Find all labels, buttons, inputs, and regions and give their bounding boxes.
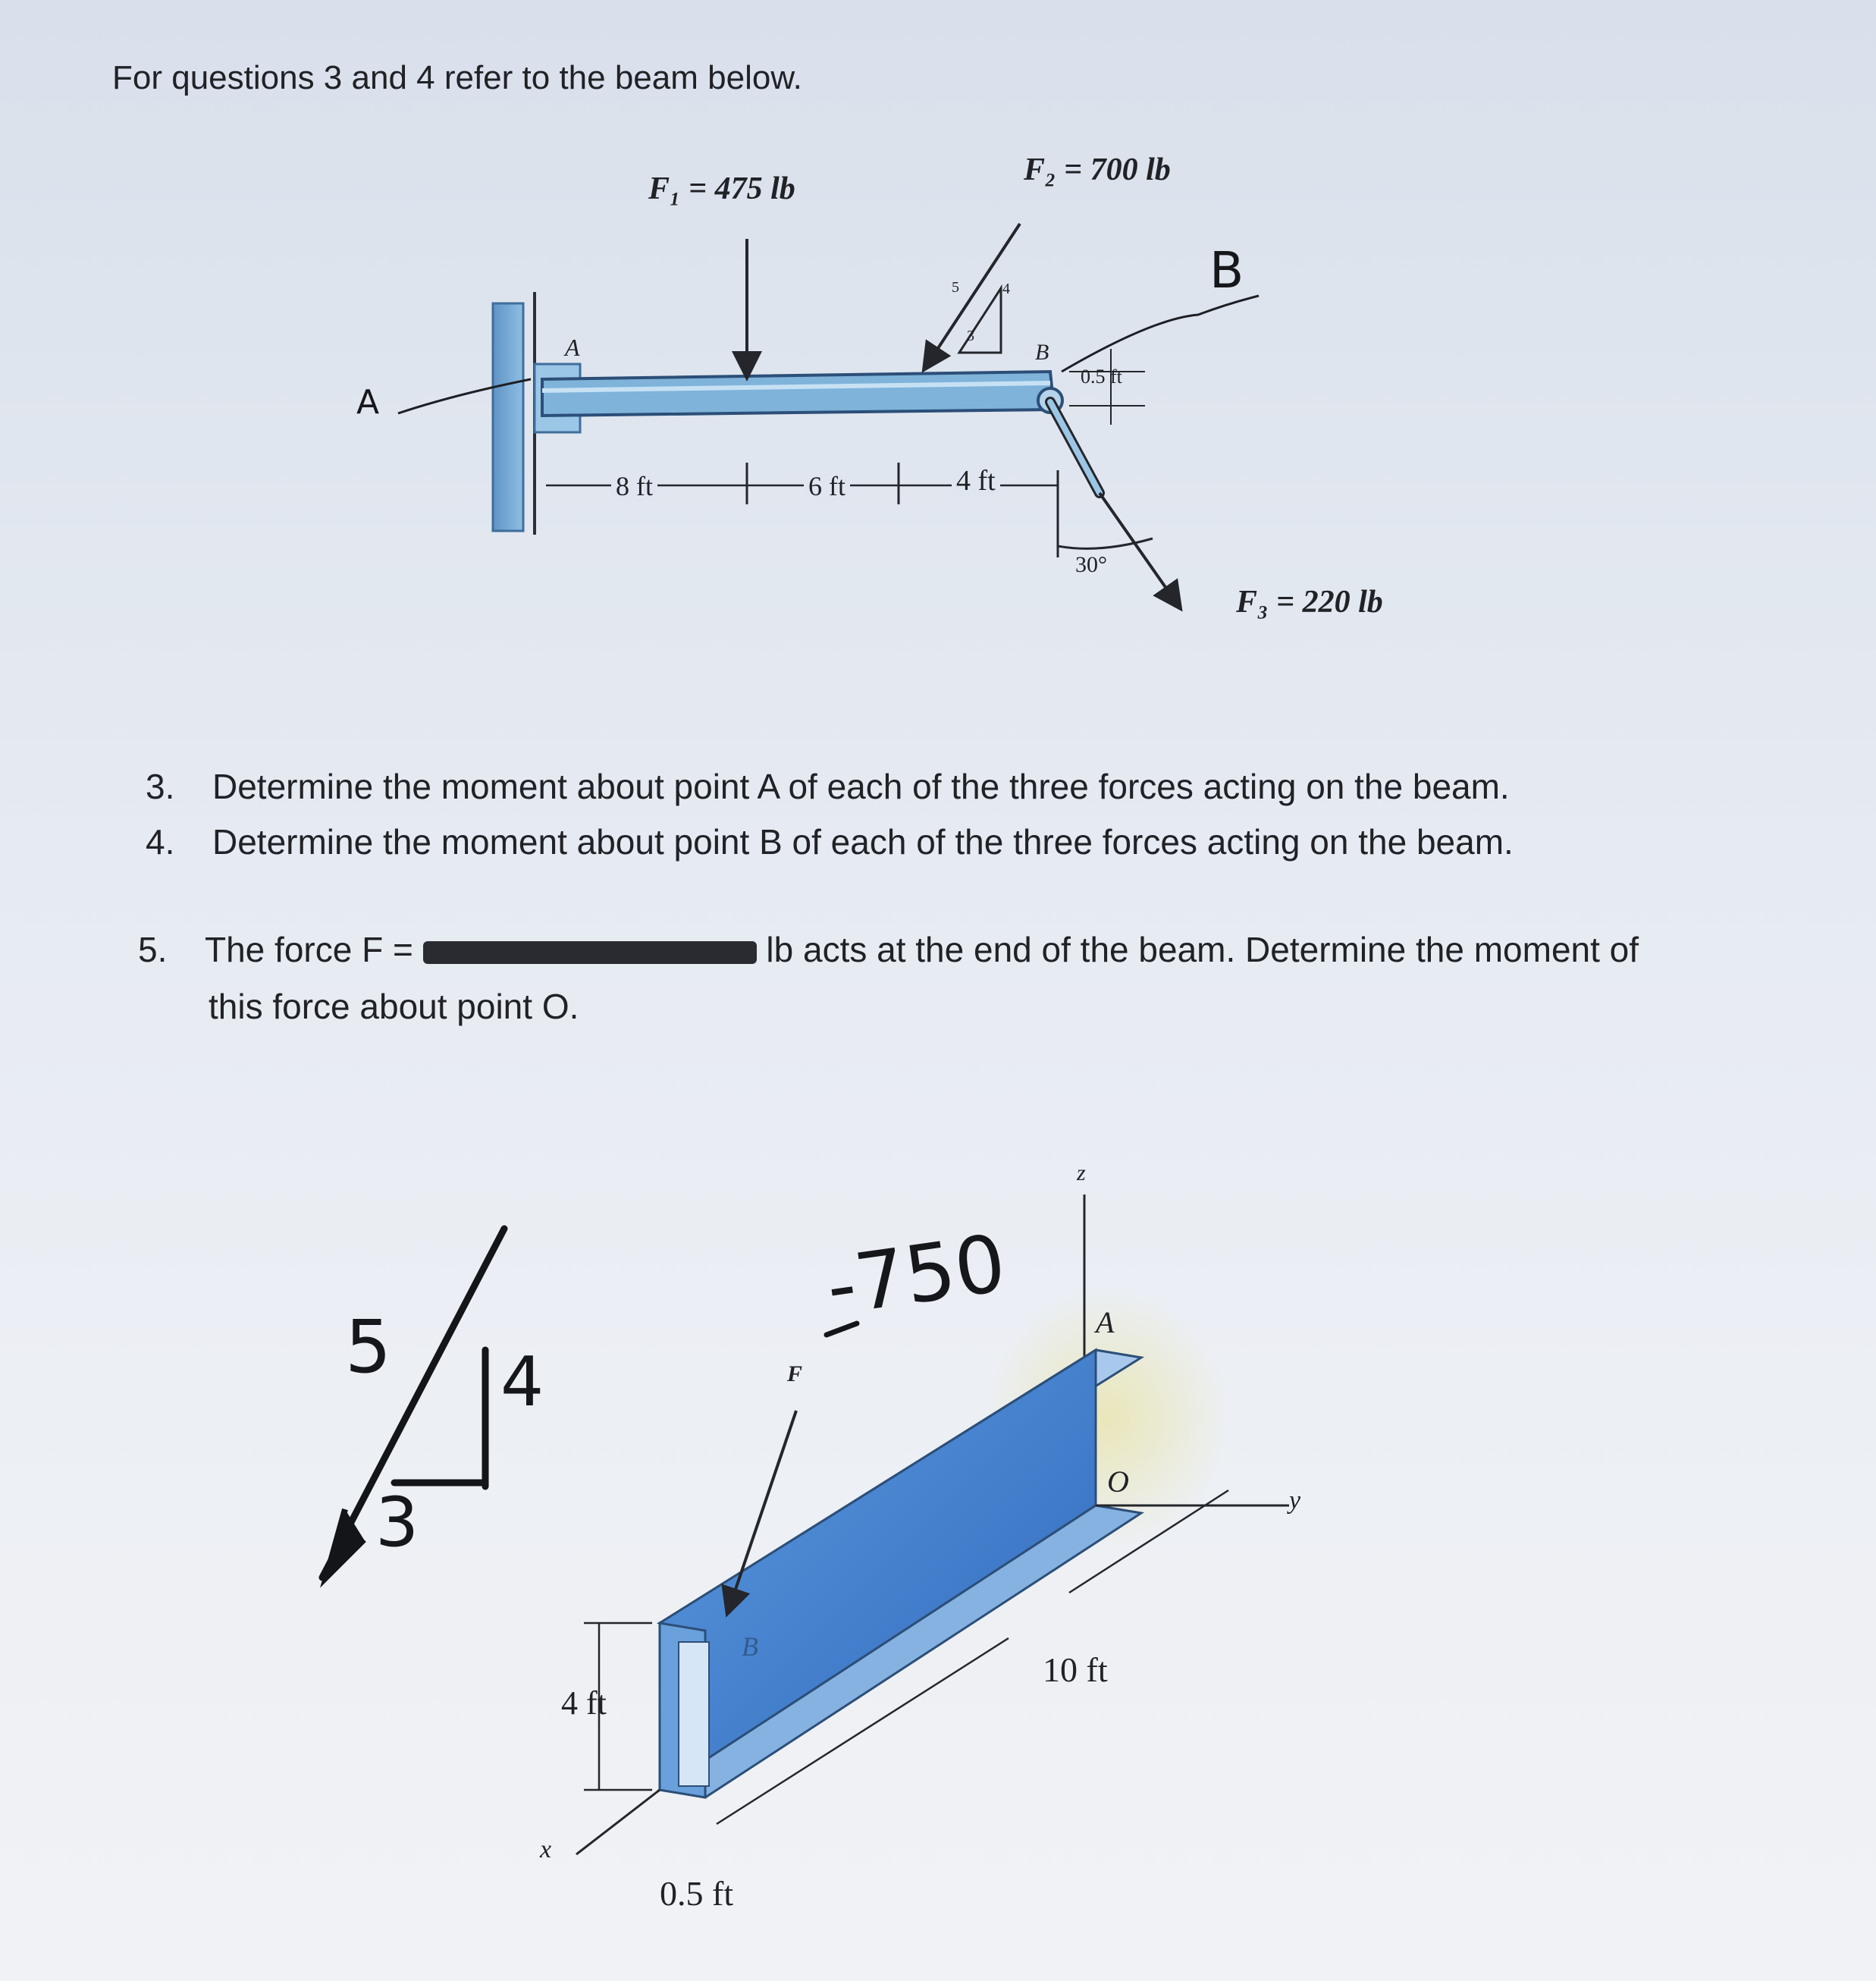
f3-label: F₃ = 220 lb: [1236, 585, 1383, 620]
dim-offset-05ft: 0.5 ft: [660, 1874, 734, 1913]
label-f: F: [787, 1361, 803, 1386]
handwritten-750: -750: [820, 1217, 1012, 1333]
beam-figure-drawing: [398, 224, 1259, 607]
header-text: For questions 3 and 4 refer to the beam below.: [112, 59, 802, 96]
label-o: O: [1107, 1465, 1129, 1499]
slope-3-label: 3: [967, 328, 974, 344]
handwritten-a: A: [356, 383, 380, 422]
handwritten-slope-4: 4: [500, 1342, 544, 1422]
slope-triangle: [959, 288, 1001, 353]
slope-4-label: 4: [1002, 281, 1010, 297]
question-5-line2: this force about point O.: [209, 987, 579, 1026]
question-5-text-before: The force F =: [205, 930, 413, 969]
handwritten-slope-5: 5: [345, 1304, 392, 1389]
dim-height-4ft: 4 ft: [561, 1684, 607, 1722]
question-5-number: 5.: [138, 930, 168, 969]
question-3-text: Determine the moment about point A of each of the three forces acting on the beam.: [212, 767, 1510, 806]
dim-4ft: 4 ft: [952, 464, 1000, 498]
question-4-number: 4.: [146, 822, 175, 862]
offset-dim-label: 0.5 ft: [1081, 366, 1122, 388]
label-b: B: [742, 1631, 758, 1662]
dim-8ft: 8 ft: [611, 470, 657, 502]
f3-arrow: [1100, 493, 1179, 607]
label-a: A: [1096, 1305, 1115, 1339]
redaction-strike: [423, 941, 757, 964]
question-3: [146, 766, 1510, 807]
point-a-label: A: [565, 334, 580, 361]
question-4-text: Determine the moment about point B of each of the three forces acting on the beam.: [212, 822, 1514, 862]
axis-y-label: y: [1289, 1487, 1301, 1515]
axis-x-label: x: [540, 1835, 552, 1863]
dim-length-10ft: 10 ft: [1043, 1650, 1108, 1689]
question-5: [138, 929, 1639, 970]
question-5-text-after: lb acts at the end of the beam. Determine the moment of: [766, 930, 1639, 969]
wall-support: [493, 303, 523, 531]
beam: [542, 372, 1054, 416]
dim-6ft: 6 ft: [804, 470, 850, 502]
f2-label: F₂ = 700 lb: [1024, 152, 1171, 187]
f1-label: F₁ = 475 lb: [648, 171, 795, 206]
handwritten-slope-3: 3: [375, 1483, 419, 1562]
angle-label: 30°: [1075, 552, 1107, 577]
point-b-label: B: [1035, 340, 1049, 365]
slope-5-label: 5: [952, 279, 959, 296]
question-3-number: 3.: [146, 767, 175, 806]
axis-z-label: z: [1077, 1160, 1086, 1185]
handwritten-b: B: [1209, 241, 1244, 300]
question-4: [146, 821, 1514, 862]
